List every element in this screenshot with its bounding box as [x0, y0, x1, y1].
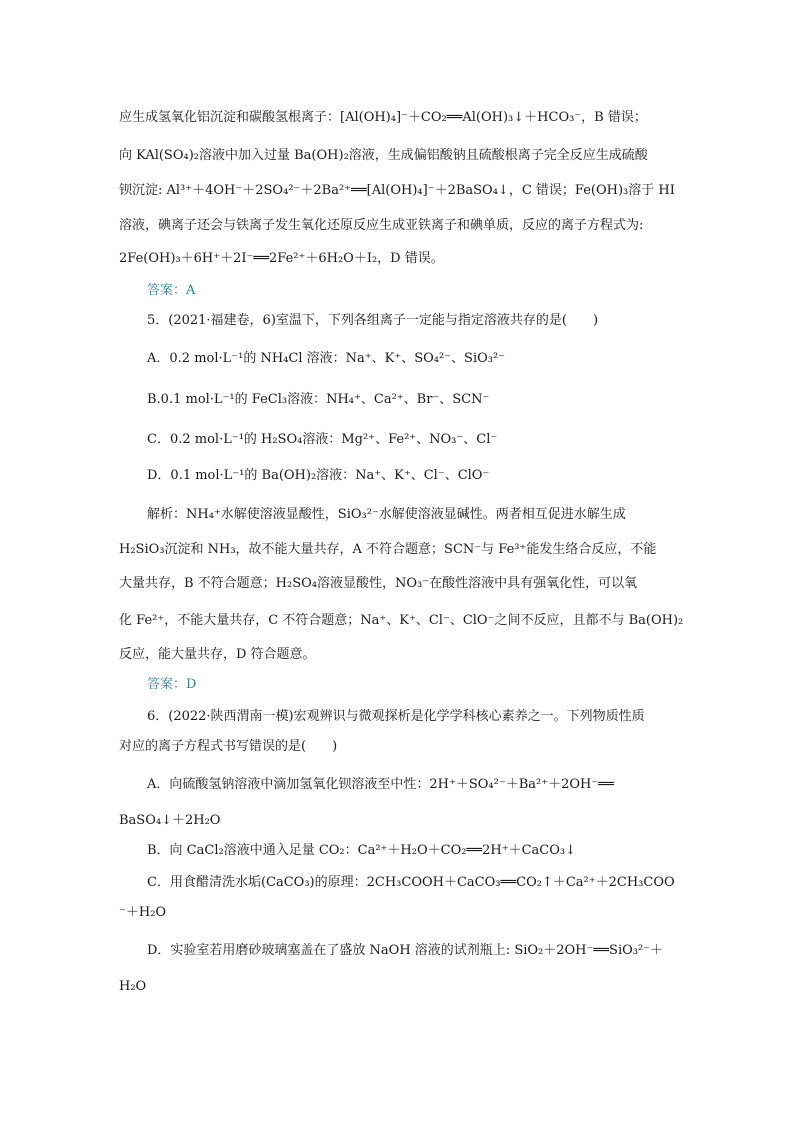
paragraph-line: 应生成氢氧化铝沉淀和碳酸氢根离子：[Al(OH)₄]⁻＋CO₂══Al(OH)₃↓＋HCO₃⁻，B 错误； [119, 110, 647, 125]
answer-label: 答案：D [147, 677, 197, 692]
paragraph-line: 溶液，碘离子还会与铁离子发生氧化还原反应生成亚铁离子和碘单质，反应的离子方程式为: [119, 218, 644, 233]
option-d: D．实验室若用磨砂玻璃塞盖在了盛放 NaOH 溶液的试剂瓶上: SiO₂＋2OH⁻══SiO₃²⁻＋ [147, 943, 664, 958]
analysis-line: 反应，能大量共存，D 符合题意。 [119, 647, 316, 662]
option-c: C．0.2 mol·L⁻¹的 H₂SO₄溶液：Mg²⁺、Fe²⁺、NO₃⁻、Cl⁻ [147, 432, 498, 447]
answer-label: 答案：A [147, 283, 196, 298]
option-d: D．0.1 mol·L⁻¹的 Ba(OH)₂溶液：Na⁺、K⁺、Cl⁻、ClO⁻ [147, 468, 490, 483]
option-a: BaSO₄↓＋2H₂O [119, 813, 221, 828]
option-a: A．0.2 mol·L⁻¹的 NH₄Cl 溶液：Na⁺、K⁺、SO₄²⁻、SiO₃²⁻ [147, 351, 506, 366]
option-d: H₂O [119, 979, 147, 994]
analysis-line: 解析：NH₄⁺水解使溶液显酸性，SiO₃²⁻水解使溶液显碱性。两者相互促进水解生成 [147, 507, 626, 522]
paragraph-line: 2Fe(OH)₃＋6H⁺＋2I⁻══2Fe²⁺＋6H₂O＋I₂，D 错误。 [119, 251, 444, 266]
option-c: C．用食醋清洗水垢(CaCO₃)的原理：2CH₃COOH＋CaCO₃══CO₂↑＋Ca²⁺＋2CH₃COO [147, 875, 675, 890]
analysis-line: 大量共存，B 不符合题意；H₂SO₄溶液显酸性，NO₃⁻在酸性溶液中具有强氧化性，可以氧 [119, 576, 638, 591]
paragraph-line: 钡沉淀: Al³⁺＋4OH⁻＋2SO₄²⁻＋2Ba²⁺══[Al(OH)₄]⁻＋2BaSO₄↓，C 错误；Fe(OH)₃溶于 HI [119, 183, 675, 198]
option-b: B.0.1 mol·L⁻¹的 FeCl₃溶液：NH₄⁺、Ca²⁺、Br⁻、SCN⁻ [147, 392, 490, 407]
option-b: B．向 CaCl₂溶液中通入足量 CO₂：Ca²⁺＋H₂O＋CO₂══2H⁺＋CaCO₃↓ [147, 843, 576, 858]
question-stem: 5．(2021·福建卷，6)室温下，下列各组离子一定能与指定溶液共存的是( ) [147, 313, 599, 328]
question-stem: 6．(2022·陕西渭南一模)宏观辨识与微观探析是化学学科核心素养之一。下列物质性质 [147, 709, 645, 724]
paragraph-line: 向 KAl(SO₄)₂溶液中加入过量 Ba(OH)₂溶液，生成偏铝酸钠且硫酸根离子完全反应生成硫酸 [119, 148, 648, 163]
analysis-line: H₂SiO₃沉淀和 NH₃，故不能大量共存，A 不符合题意；SCN⁻与 Fe³⁺能发生络合反应，不能 [119, 542, 657, 557]
analysis-line: 化 Fe²⁺，不能大量共存，C 不符合题意；Na⁺、K⁺、Cl⁻、ClO⁻之间不反应，且都不与 Ba(OH)₂ [119, 613, 684, 628]
option-c: ⁻＋H₂O [119, 905, 167, 920]
option-a: A．向硫酸氢钠溶液中滴加氢氧化钡溶液至中性：2H⁺＋SO₄²⁻＋Ba²⁺＋2OH⁻══ [147, 777, 614, 792]
question-stem: 对应的离子方程式书写错误的是( ) [119, 739, 338, 754]
